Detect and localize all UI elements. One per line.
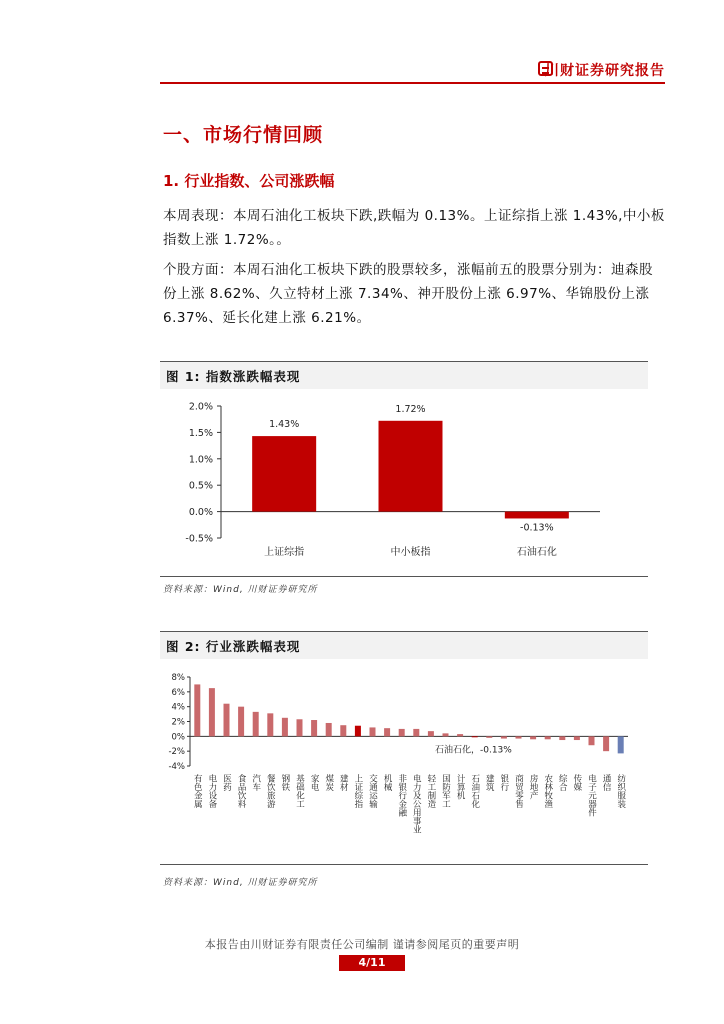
- x-tick-label: 建材: [338, 774, 349, 791]
- y-tick-label: -4%: [168, 762, 185, 772]
- y-tick-label: 2.0%: [188, 401, 213, 413]
- bar-医药: [224, 704, 230, 737]
- figure1-source: 资料来源：Wind, 川财证券研究所: [163, 585, 318, 595]
- y-tick-label: 0%: [171, 732, 185, 743]
- x-tick-label: 中小板指: [390, 547, 431, 558]
- figure2-title: 图 2: 行业涨跌幅表现: [166, 639, 301, 654]
- y-tick-label: 1.0%: [188, 454, 213, 466]
- x-tick-label: 农林牧渔: [542, 774, 553, 808]
- x-tick-label: 上证综指: [264, 547, 305, 558]
- bar-商贸零售: [516, 736, 522, 738]
- data-label: 1.72%: [395, 403, 426, 415]
- x-tick-label: 商贸零售: [513, 774, 524, 808]
- x-tick-label: 计算机: [455, 774, 466, 800]
- y-tick-label: 2%: [171, 717, 185, 728]
- bar-电力设备: [209, 688, 215, 736]
- bar-轻工制造: [428, 731, 434, 736]
- figure2-chart: [160, 664, 648, 864]
- y-tick-label: 6%: [171, 687, 185, 698]
- figure2-source: 资料来源：Wind, 川财证券研究所: [163, 878, 318, 888]
- x-tick-label: 基础化工: [294, 774, 305, 808]
- header-rule: [160, 82, 665, 84]
- bar-机械: [384, 728, 390, 736]
- x-tick-label: 国防军工: [440, 774, 451, 808]
- paragraph-stocks: 个股方面：本周石油化工板块下跌的股票较多，涨幅前五的股票分别为：迪森股份上涨 8.62%、久立特材上涨 7.34%、神开股份上涨 6.97%、华锦股份上涨 6.37%、延长化建上涨 6.21%。: [163, 262, 653, 326]
- figure2-bottom-rule: [160, 864, 648, 865]
- brand-name: 川财证券研究报告: [545, 63, 665, 79]
- page-number: 4/11: [339, 955, 405, 971]
- subsection-title: 1. 行业指数、公司涨跌幅: [163, 172, 335, 190]
- bar-电力及公用事业: [413, 729, 419, 736]
- x-tick-label: 非银行金融: [396, 774, 407, 817]
- x-tick-label: 食品饮料: [236, 774, 247, 808]
- paragraph-weekly-performance: 本周表现：本周石油化工板块下跌,跌幅为 0.13%。上证综指上涨 1.43%,中小板指数上涨 1.72%。。: [163, 208, 665, 248]
- bar-农林牧渔: [545, 736, 551, 739]
- x-tick-label: 汽车: [250, 774, 261, 791]
- page-header: [160, 58, 665, 82]
- x-tick-label: 综合: [557, 774, 568, 791]
- x-tick-label: 上证综指: [352, 774, 363, 808]
- y-tick-label: 8%: [171, 673, 185, 683]
- figure1-bottom-rule: [160, 576, 648, 577]
- x-tick-label: 房地产: [528, 774, 539, 800]
- x-tick-label: 医药: [221, 774, 232, 791]
- section-title: 一、市场行情回顾: [163, 124, 324, 146]
- x-tick-label: 钢铁: [279, 774, 290, 791]
- figure2-title-bar: [160, 631, 648, 659]
- y-tick-label: -2%: [168, 747, 185, 758]
- bar-石油石化: [505, 512, 569, 519]
- x-tick-label: 有色金属: [192, 774, 203, 808]
- x-tick-label: 通信: [601, 774, 612, 791]
- x-tick-label: 交通运输: [367, 774, 378, 808]
- bar-建材: [340, 725, 346, 736]
- x-tick-label: 银行: [498, 774, 509, 791]
- bar-上证综指: [355, 726, 361, 737]
- data-label: -0.13%: [520, 522, 554, 534]
- bar-中小板指: [379, 421, 443, 512]
- x-tick-label: 建筑: [484, 774, 495, 791]
- bar-餐饮旅游: [267, 713, 273, 736]
- bar-房地产: [530, 736, 536, 739]
- bar-食品饮料: [238, 707, 244, 737]
- y-tick-label: 4%: [171, 702, 185, 713]
- x-tick-label: 轻工制造: [425, 774, 436, 808]
- bar-基础化工: [297, 719, 303, 736]
- x-tick-label: 石油石化: [469, 774, 480, 808]
- bar-电子元器件: [589, 736, 595, 745]
- x-tick-label: 电力设备: [206, 774, 217, 808]
- bar-交通运输: [370, 727, 376, 736]
- x-tick-label: 电力及公用事业: [411, 774, 422, 834]
- figure1-chart: [160, 395, 648, 575]
- bar-建筑: [486, 736, 492, 737]
- x-tick-label: 煤炭: [323, 774, 334, 791]
- y-tick-label: 0.0%: [188, 507, 213, 519]
- bar-国防军工: [443, 733, 449, 736]
- x-tick-label: 传媒: [571, 774, 582, 791]
- bar-有色金属: [194, 684, 200, 736]
- y-tick-label: 0.5%: [188, 480, 213, 492]
- figure1-title-bar: [160, 361, 648, 389]
- x-tick-label: 电子元器件: [586, 774, 597, 817]
- x-tick-label: 机械: [382, 774, 393, 791]
- bar-煤炭: [326, 723, 332, 736]
- bar-石油石化: [472, 736, 478, 737]
- y-tick-label: 1.5%: [188, 427, 213, 439]
- x-tick-label: 餐饮旅游: [265, 774, 276, 808]
- footer-disclaimer: 本报告由川财证券有限责任公司编制 谨请参阅尾页的重要声明: [204, 938, 520, 951]
- bar-综合: [559, 736, 565, 740]
- data-label: 1.43%: [269, 419, 300, 431]
- bar-计算机: [457, 734, 463, 736]
- bar-家电: [311, 720, 317, 736]
- bar-纺织服装: [618, 736, 624, 753]
- bar-非银行金融: [399, 729, 405, 736]
- figure1-title: 图 1: 指数涨跌幅表现: [166, 369, 301, 384]
- x-tick-label: 石油石化: [516, 547, 557, 558]
- bar-上证综指: [252, 436, 316, 512]
- x-tick-label: 家电: [309, 774, 320, 791]
- bar-通信: [603, 736, 609, 751]
- bar-钢铁: [282, 718, 288, 737]
- y-tick-label: -0.5%: [185, 533, 213, 545]
- bar-传媒: [574, 736, 580, 740]
- x-tick-label: 纺织服装: [615, 774, 626, 808]
- bar-汽车: [253, 712, 259, 736]
- annotation-petrochem: 石油石化，-0.13%: [435, 745, 512, 756]
- bar-银行: [501, 736, 507, 738]
